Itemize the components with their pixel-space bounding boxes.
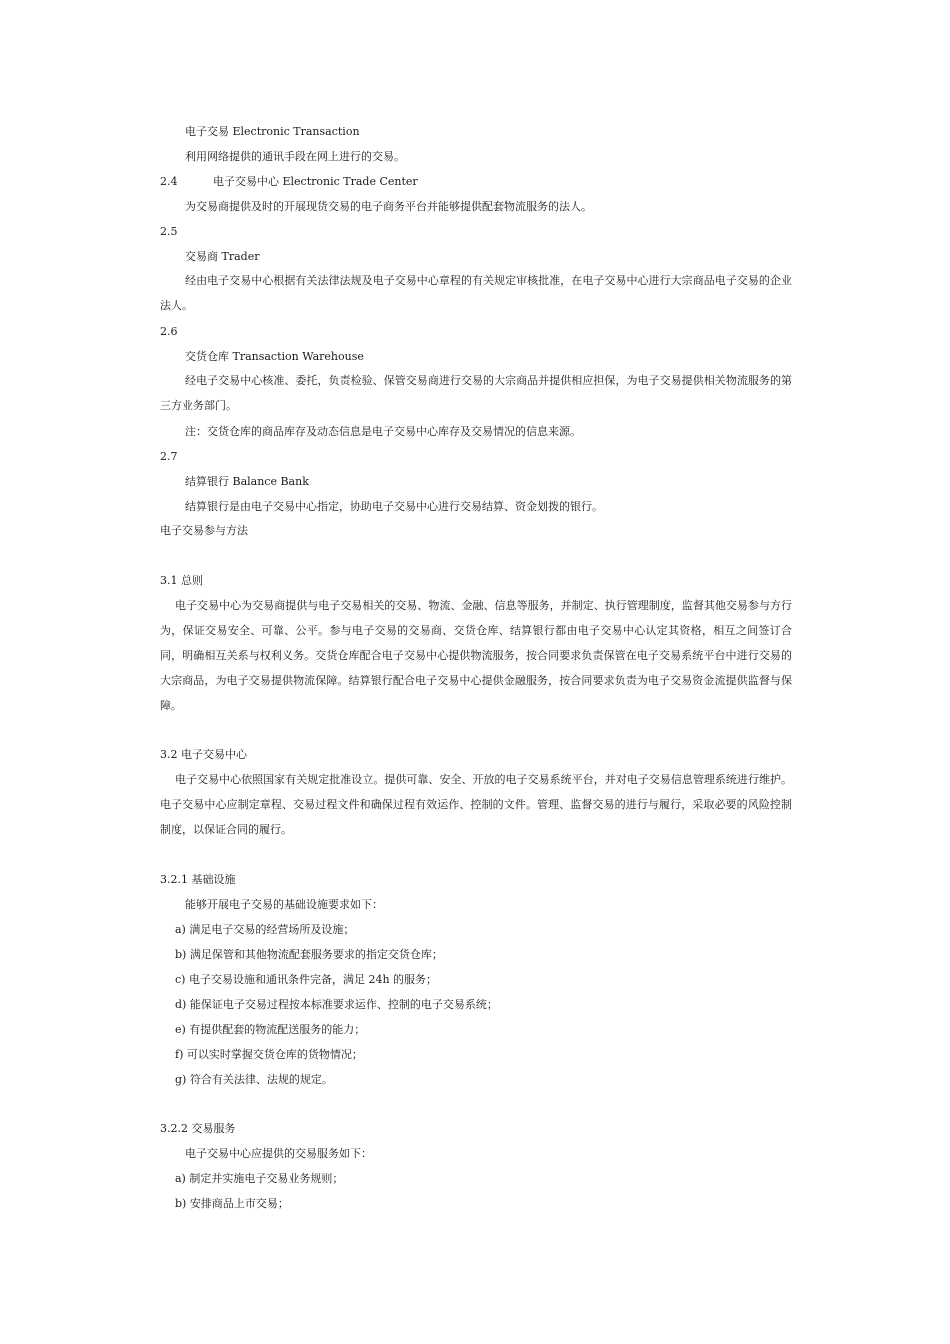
section-3-1-body — [160, 593, 792, 718]
section-2-4-definition: 为交易商提供及时的开展现货交易的电子商务平台并能够提供配套物流服务的法人。 — [185, 200, 592, 213]
section-2-6-definition-text: 经电子交易中心核准、委托，负责检验、保管交易商进行交易的大宗商品并提供相应担保，为电子交易提供相关物流服务的第三方业务部门。 — [160, 374, 792, 412]
list-item: g) 符合有关法律、法规的规定。 — [175, 1073, 333, 1086]
section-3-1-heading: 3.1 总则 — [160, 574, 203, 587]
section-3-2-2-heading: 3.2.2 交易服务 — [160, 1122, 236, 1135]
section-2-7-title: 结算银行 Balance Bank — [185, 475, 309, 488]
list-item: e) 有提供配套的物流配送服务的能力； — [175, 1023, 366, 1036]
section-2-6-note: 注：交货仓库的商品库存及动态信息是电子交易中心库存及交易情况的信息来源。 — [185, 425, 581, 438]
section-3-2-heading: 3.2 电子交易中心 — [160, 748, 247, 761]
list-item: d) 能保证电子交易过程按本标准要求运作、控制的电子交易系统； — [175, 998, 498, 1011]
section-2-6-definition — [160, 368, 792, 418]
section-2-5-definition — [160, 268, 792, 318]
list-item: a) 满足电子交易的经营场所及设施； — [175, 923, 355, 936]
section-2-5-title: 交易商 Trader — [185, 250, 260, 263]
section-2-5-number: 2.5 — [160, 225, 178, 238]
list-item: b) 满足保管和其他物流配套服务要求的指定交货仓库； — [175, 948, 443, 961]
section-2-7-number: 2.7 — [160, 450, 178, 463]
section-2-6-title: 交货仓库 Transaction Warehouse — [185, 350, 364, 363]
list-item: c) 电子交易设施和通讯条件完备，满足 24h 的服务； — [175, 973, 438, 986]
section-3-2-1-intro: 能够开展电子交易的基础设施要求如下： — [185, 898, 383, 911]
section-2-4-title: 电子交易中心 Electronic Trade Center — [213, 175, 418, 188]
section-2-7-definition: 结算银行是由电子交易中心指定，协助电子交易中心进行交易结算、资金划拨的银行。 — [185, 500, 603, 513]
section-3-1-body-text: 电子交易中心为交易商提供与电子交易相关的交易、物流、金融、信息等服务，并制定、执行管理制度，监督其他交易参与方行为，保证交易安全、可靠、公平。参与电子交易的交易商、交货仓库、结算银行都由电子交易中心认定其资格，相互之间签订合同，明确相互关系与权利义务。交货仓库配合电子交易中心提供物流服务，按合同要求负责保管在电子交易系统平台中进行交易的大宗商品，为电子交易提供物流保障。结算银行配合电子交易中心提供金融服务，按合同要求负责为电子交易资金流提供监督与保障。 — [160, 599, 792, 712]
section-3-2-1-heading: 3.2.1 基础设施 — [160, 873, 236, 886]
section-2-4-number: 2.4 — [160, 175, 178, 188]
list-item: f) 可以实时掌握交货仓库的货物情况； — [175, 1048, 363, 1061]
term-electronic-transaction: 电子交易 Electronic Transaction — [185, 125, 360, 138]
list-item: a) 制定并实施电子交易业务规则； — [175, 1172, 344, 1185]
section-3-2-body — [160, 767, 792, 842]
section-3-2-body-text: 电子交易中心依照国家有关规定批准设立。提供可靠、安全、开放的电子交易系统平台，并对电子交易信息管理系统进行维护。电子交易中心应制定章程、交易过程文件和确保过程有效运作、控制的文件。管理、监督交易的进行与履行，采取必要的风险控制制度，以保证合同的履行。 — [160, 773, 792, 836]
list-item: b) 安排商品上市交易； — [175, 1197, 289, 1210]
definition-electronic-transaction: 利用网络提供的通讯手段在网上进行的交易。 — [185, 150, 405, 163]
section-2-6-number: 2.6 — [160, 325, 178, 338]
section-3-2-2-intro: 电子交易中心应提供的交易服务如下： — [185, 1147, 372, 1160]
chapter-3-title: 电子交易参与方法 — [160, 524, 248, 537]
section-2-5-definition-text: 经由电子交易中心根据有关法律法规及电子交易中心章程的有关规定审核批准，在电子交易中心进行大宗商品电子交易的企业法人。 — [160, 274, 792, 312]
